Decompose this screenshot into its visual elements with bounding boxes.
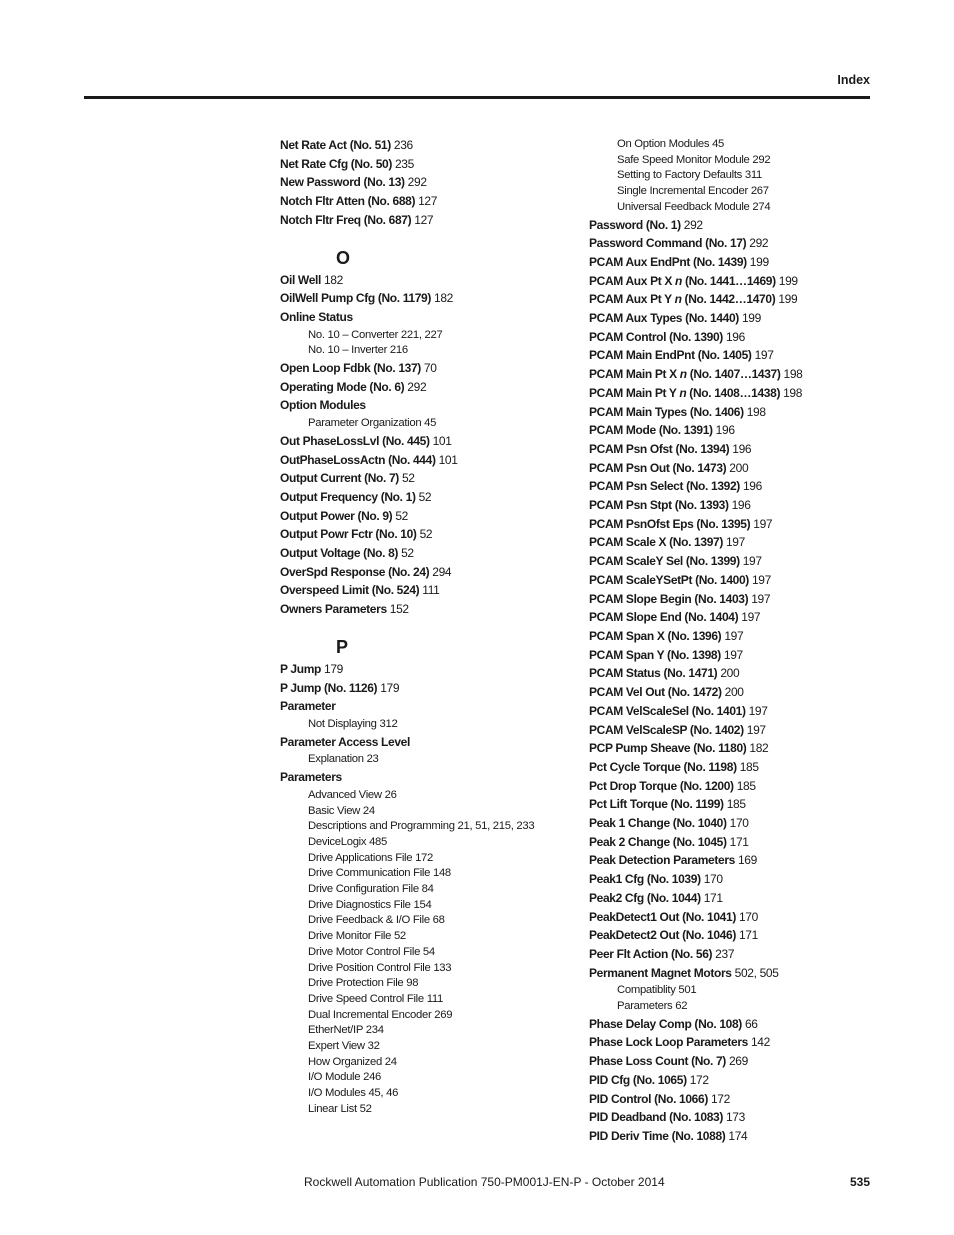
index-entry-term: PCAM Scale X (No. 1397) xyxy=(589,535,723,550)
index-entry xyxy=(280,768,580,787)
index-entry-term: OverSpd Response (No. 24) xyxy=(280,564,430,579)
term-variable: n xyxy=(679,367,687,382)
index-entry-term: Net Rate Act (No. 51) xyxy=(280,138,391,152)
index-entry xyxy=(280,211,580,230)
term-variable: n xyxy=(679,385,687,400)
index-subentry: I/O Module 246 xyxy=(308,1071,382,1084)
index-entry-term xyxy=(589,292,775,306)
index-entry-term: Peak1 Cfg (No. 1039) xyxy=(589,872,701,887)
index-entry-pages: 171 xyxy=(703,890,723,905)
index-entry xyxy=(280,308,580,327)
index-entry-pages: 292 xyxy=(749,236,769,251)
index-entry-pages: 197 xyxy=(753,516,773,531)
index-entry-pages: 199 xyxy=(749,254,769,269)
index-entry-term xyxy=(589,367,781,381)
index-entry-pages: 197 xyxy=(725,535,745,550)
index-column-right xyxy=(589,136,889,1146)
index-entry-term: Output Power (No. 9) xyxy=(280,508,393,523)
index-entry xyxy=(280,563,580,582)
index-subentry: Basic View 24 xyxy=(308,804,375,817)
index-entry xyxy=(280,378,580,397)
index-entry xyxy=(280,155,580,174)
index-subentry: Not Displaying 312 xyxy=(308,717,398,730)
index-subentry: Drive Feedback & I/O File 68 xyxy=(308,914,445,927)
index-entry-pages: 197 xyxy=(751,591,771,606)
index-entry xyxy=(589,889,889,908)
index-entry xyxy=(589,926,889,945)
index-entry xyxy=(589,1071,889,1090)
index-entry-term: Phase Delay Comp (No. 108) xyxy=(589,1016,742,1031)
term-part: (No. 1408…1438) xyxy=(686,385,781,400)
index-entry-term: PeakDetect1 Out (No. 1041) xyxy=(589,909,736,924)
index-entry-pages: 196 xyxy=(732,441,752,456)
index-entry-term: PCAM Psn Stpt (No. 1393) xyxy=(589,498,729,513)
index-entry-pages: 52 xyxy=(419,527,433,542)
index-entry xyxy=(280,271,580,290)
index-entry xyxy=(589,365,889,384)
index-entry xyxy=(280,396,580,415)
index-entry-pages: 182 xyxy=(434,291,453,306)
index-entry xyxy=(589,403,889,422)
index-entry-term xyxy=(589,274,776,288)
index-entry-pages: 200 xyxy=(729,460,749,475)
index-entry-term: PCAM Aux EndPnt (No. 1439) xyxy=(589,254,747,269)
index-entry xyxy=(589,851,889,870)
index-entry xyxy=(280,469,580,488)
index-entry-pages: 292 xyxy=(683,217,703,232)
index-entry-term: Oil Well xyxy=(280,272,321,287)
index-entry-term: PCAM VelScaleSel (No. 1401) xyxy=(589,703,746,718)
index-entry xyxy=(280,733,580,752)
index-entry-term: PeakDetect2 Out (No. 1046) xyxy=(589,928,736,943)
index-entry-pages: 199 xyxy=(741,311,761,326)
index-entry xyxy=(589,590,889,609)
index-entry-term: PID Deadband (No. 1083) xyxy=(589,1110,723,1125)
index-entry-pages: 174 xyxy=(728,1128,748,1143)
index-entry xyxy=(589,795,889,814)
index-entry xyxy=(280,192,580,211)
index-entry xyxy=(589,1090,889,1109)
index-entry-term: PCAM Slope Begin (No. 1403) xyxy=(589,591,749,606)
index-subentry: Compatiblity 501 xyxy=(617,984,697,997)
index-entry xyxy=(589,328,889,347)
index-entry-pages: 142 xyxy=(750,1035,770,1050)
index-entry-pages: 196 xyxy=(715,423,735,438)
index-subentry: Descriptions and Programming 21, 51, 215, 233 xyxy=(308,820,535,833)
index-entry-pages: 101 xyxy=(432,433,452,448)
term-part: PCAM Aux Pt X xyxy=(589,273,675,288)
index-entry-pages: 197 xyxy=(742,554,762,569)
index-entry-pages: 292 xyxy=(407,379,427,394)
index-entry-pages: 66 xyxy=(744,1016,758,1031)
index-entry-term: Output Frequency (No. 1) xyxy=(280,489,416,504)
index-entry xyxy=(280,600,580,619)
index-entry-pages: 70 xyxy=(423,361,437,376)
index-entry-pages: 198 xyxy=(783,367,803,382)
index-entry xyxy=(589,964,889,983)
index-entry-pages: 237 xyxy=(715,946,735,961)
index-entry-term: Peer Flt Action (No. 56) xyxy=(589,946,713,961)
index-subentry: Dual Incremental Encoder 269 xyxy=(308,1008,453,1021)
index-entry-term: Peak 2 Change (No. 1045) xyxy=(589,834,727,849)
index-entry-pages: 169 xyxy=(737,853,757,868)
index-subentry: Drive Applications File 172 xyxy=(308,851,434,864)
index-entry xyxy=(589,1015,889,1034)
index-subentry: Drive Speed Control File 111 xyxy=(308,992,443,1005)
index-entry xyxy=(589,702,889,721)
index-entry-pages: 198 xyxy=(746,404,766,419)
index-entry-pages: 197 xyxy=(741,610,761,625)
index-entry-term: PCAM ScaleYSetPt (No. 1400) xyxy=(589,572,749,587)
index-entry-pages: 182 xyxy=(749,741,769,756)
index-entry-term: Parameter xyxy=(280,699,336,714)
index-entry-pages: 199 xyxy=(778,273,798,288)
index-entry-term: Out PhaseLossLvl (No. 445) xyxy=(280,433,430,448)
index-entry-term: Pct Cycle Torque (No. 1198) xyxy=(589,759,737,774)
index-entry-term: P Jump (No. 1126) xyxy=(280,680,378,695)
term-part: PCAM Main Pt X xyxy=(589,367,680,382)
index-column-left xyxy=(280,136,580,1118)
index-subentry: Single Incremental Encoder 267 xyxy=(617,185,769,198)
index-entry xyxy=(589,515,889,534)
index-entry-pages: 197 xyxy=(723,647,743,662)
index-entry xyxy=(589,216,889,235)
index-entry xyxy=(589,421,889,440)
index-entry-term: PCAM Vel Out (No. 1472) xyxy=(589,685,722,700)
index-entry-term: Password (No. 1) xyxy=(589,217,681,232)
index-entry xyxy=(589,1033,889,1052)
index-subentry: On Option Modules 45 xyxy=(617,138,725,150)
index-entry xyxy=(589,945,889,964)
index-entry-term: Notch Fltr Freq (No. 687) xyxy=(280,212,412,227)
index-entry xyxy=(280,173,580,192)
index-entry-pages: 502, 505 xyxy=(734,965,779,980)
index-entry xyxy=(589,290,889,309)
index-entry-pages: 199 xyxy=(778,292,798,307)
index-subentry: Drive Diagnostics File 154 xyxy=(308,898,432,911)
index-entry xyxy=(589,384,889,403)
index-entry xyxy=(589,627,889,646)
index-entry-pages: 197 xyxy=(724,628,744,643)
index-entry xyxy=(589,272,889,291)
index-entry-term: New Password (No. 13) xyxy=(280,175,405,190)
index-entry-term: PCAM PsnOfst Eps (No. 1395) xyxy=(589,516,751,531)
index-section-letter: O xyxy=(336,247,351,268)
index-entry-pages: 170 xyxy=(703,872,723,887)
index-entry xyxy=(589,309,889,328)
index-entry-pages: 185 xyxy=(736,778,756,793)
index-entry xyxy=(589,253,889,272)
index-entry-term: Pct Drop Torque (No. 1200) xyxy=(589,778,734,793)
index-entry xyxy=(280,507,580,526)
index-entry-pages: 52 xyxy=(418,489,432,504)
term-part: (No. 1442…1470) xyxy=(681,292,776,307)
index-entry xyxy=(589,758,889,777)
index-entry-pages: 52 xyxy=(395,508,408,523)
index-entry xyxy=(589,571,889,590)
index-entry xyxy=(589,1052,889,1071)
term-part: (No. 1441…1469) xyxy=(681,273,776,288)
index-entry-term: PCP Pump Sheave (No. 1180) xyxy=(589,741,747,756)
index-entry-term: PCAM Aux Types (No. 1440) xyxy=(589,311,739,326)
index-entry-pages: 173 xyxy=(725,1110,745,1125)
index-entry xyxy=(589,683,889,702)
index-entry-term: Output Current (No. 7) xyxy=(280,471,399,486)
index-entry-pages: 185 xyxy=(739,759,759,774)
index-subentry: Advanced View 26 xyxy=(308,788,397,801)
index-entry xyxy=(280,359,580,378)
index-entry-term: Peak 1 Change (No. 1040) xyxy=(589,816,727,831)
index-subentry: No. 10 – Converter 221, 227 xyxy=(308,328,443,341)
index-entry-term: Option Modules xyxy=(280,398,366,413)
index-entry-pages: 197 xyxy=(748,703,768,718)
index-entry-pages: 200 xyxy=(724,685,744,700)
index-entry-term: OilWell Pump Cfg (No. 1179) xyxy=(280,291,432,306)
index-entry-pages: 196 xyxy=(742,479,762,494)
index-entry-pages: 294 xyxy=(432,564,452,579)
index-entry xyxy=(589,346,889,365)
index-entry-term: Overspeed Limit (No. 524) xyxy=(280,583,420,598)
index-entry-term: Operating Mode (No. 6) xyxy=(280,379,405,394)
index-entry-pages: 111 xyxy=(422,583,440,598)
index-entry xyxy=(589,496,889,515)
index-entry-term: Parameter Access Level xyxy=(280,734,410,749)
index-entry-pages: 179 xyxy=(324,661,343,676)
term-variable: n xyxy=(674,292,682,307)
index-entry-term: Notch Fltr Atten (No. 688) xyxy=(280,194,416,209)
index-entry-term: Peak Detection Parameters xyxy=(589,853,735,868)
index-entry-term: Phase Loss Count (No. 7) xyxy=(589,1054,726,1069)
index-entry xyxy=(589,533,889,552)
index-entry xyxy=(589,477,889,496)
index-entry-term: PCAM Status (No. 1471) xyxy=(589,666,718,681)
index-entry xyxy=(280,525,580,544)
index-entry xyxy=(280,660,580,679)
header-rule xyxy=(84,96,870,99)
index-entry-term: Owners Parameters xyxy=(280,602,387,617)
index-entry-pages: 152 xyxy=(389,602,409,617)
index-entry-pages: 197 xyxy=(751,572,771,587)
index-subentry: Explanation 23 xyxy=(308,753,379,766)
index-entry-pages: 269 xyxy=(728,1054,748,1069)
index-subentry: Drive Position Control File 133 xyxy=(308,961,452,974)
index-entry-pages: 197 xyxy=(754,348,774,363)
running-header-label: Index xyxy=(837,73,870,87)
index-subentry: Drive Communication File 148 xyxy=(308,867,451,880)
index-entry xyxy=(589,833,889,852)
index-entry-term: Peak2 Cfg (No. 1044) xyxy=(589,890,701,905)
index-entry xyxy=(280,488,580,507)
index-entry-pages: 292 xyxy=(407,175,427,190)
index-entry-pages: 127 xyxy=(418,194,438,209)
index-entry xyxy=(280,544,580,563)
index-entry-term: PID Cfg (No. 1065) xyxy=(589,1072,687,1087)
index-entry-term: PCAM Span X (No. 1396) xyxy=(589,628,722,643)
index-subentry: Safe Speed Monitor Module 292 xyxy=(617,153,771,166)
index-entry xyxy=(589,664,889,683)
index-subentry: EtherNet/IP 234 xyxy=(308,1024,384,1037)
index-entry-term: Net Rate Cfg (No. 50) xyxy=(280,156,392,171)
term-part: PCAM Main Pt Y xyxy=(589,385,680,400)
index-entry-pages: 170 xyxy=(738,909,758,924)
index-subentry: How Organized 24 xyxy=(308,1055,397,1068)
index-subentry: Drive Motor Control File 54 xyxy=(308,945,435,958)
index-entry-pages: 52 xyxy=(401,546,414,561)
index-entry-term: PCAM Span Y (No. 1398) xyxy=(589,647,721,662)
index-subentry: No. 10 – Inverter 216 xyxy=(308,344,408,357)
index-entry-pages: 172 xyxy=(689,1072,709,1087)
index-entry-term: PCAM Psn Select (No. 1392) xyxy=(589,479,740,494)
index-entry-term: Online Status xyxy=(280,309,353,324)
index-entry-term: P Jump xyxy=(280,661,322,676)
index-entry-term: PCAM Psn Out (No. 1473) xyxy=(589,460,727,475)
index-entry xyxy=(589,739,889,758)
index-entry-pages: 236 xyxy=(393,138,413,152)
index-entry-pages: 196 xyxy=(731,498,751,513)
index-entry-term: PID Deriv Time (No. 1088) xyxy=(589,1128,726,1143)
index-entry-pages: 172 xyxy=(710,1091,730,1106)
index-entry-pages: 52 xyxy=(401,471,415,486)
index-entry xyxy=(589,870,889,889)
index-subentry: Drive Configuration File 84 xyxy=(308,883,434,896)
index-subentry: Universal Feedback Module 274 xyxy=(617,200,771,213)
index-entry-term: Output Voltage (No. 8) xyxy=(280,546,399,561)
index-entry xyxy=(280,679,580,698)
index-entry xyxy=(280,136,580,155)
index-entry xyxy=(589,1127,889,1146)
index-entry-term: Password Command (No. 17) xyxy=(589,236,747,251)
index-entry-term: Phase Lock Loop Parameters xyxy=(589,1035,748,1050)
index-subentry: Expert View 32 xyxy=(308,1040,380,1053)
index-entry-pages: 101 xyxy=(438,452,458,467)
index-entry xyxy=(589,552,889,571)
index-section-letter: P xyxy=(336,636,349,657)
term-variable: n xyxy=(675,273,682,288)
index-entry-pages: 171 xyxy=(738,928,758,943)
index-entry-term: Pct Lift Torque (No. 1199) xyxy=(589,797,724,812)
index-entry-pages: 198 xyxy=(783,385,803,400)
term-part: PCAM Aux Pt Y xyxy=(589,292,675,307)
index-entry xyxy=(589,777,889,796)
index-entry-term: PCAM Control (No. 1390) xyxy=(589,329,723,344)
index-subentry: Drive Protection File 98 xyxy=(308,977,419,990)
index-entry xyxy=(280,432,580,451)
index-entry-term: PCAM Main EndPnt (No. 1405) xyxy=(589,348,752,363)
index-entry xyxy=(589,721,889,740)
index-subentry: I/O Modules 45, 46 xyxy=(308,1087,399,1100)
index-entry-term: PCAM Slope End (No. 1404) xyxy=(589,610,739,625)
index-entry xyxy=(589,608,889,627)
index-subentry: DeviceLogix 485 xyxy=(308,835,388,848)
page-number: 535 xyxy=(849,1175,870,1189)
index-entry-term: PCAM Mode (No. 1391) xyxy=(589,423,713,438)
index-entry xyxy=(589,440,889,459)
index-entry xyxy=(280,581,580,600)
index-subentry: Parameter Organization 45 xyxy=(308,417,437,430)
index-entry-pages: 197 xyxy=(746,722,766,737)
index-entry xyxy=(589,908,889,927)
index-subentry: Drive Monitor File 52 xyxy=(308,930,406,943)
index-entry-term: Permanent Magnet Motors xyxy=(589,965,732,980)
index-entry-pages: 196 xyxy=(725,329,745,344)
index-entry xyxy=(589,814,889,833)
index-entry xyxy=(589,234,889,253)
index-entry-term xyxy=(589,386,780,400)
term-part: (No. 1407…1437) xyxy=(686,367,781,382)
index-entry-pages: 182 xyxy=(323,272,343,287)
index-entry-pages: 235 xyxy=(394,156,414,171)
index-entry-term: OutPhaseLossActn (No. 444) xyxy=(280,452,436,467)
index-entry-pages: 179 xyxy=(380,680,400,695)
index-entry xyxy=(589,459,889,478)
index-entry xyxy=(280,451,580,470)
index-entry-pages: 170 xyxy=(729,816,749,831)
index-entry xyxy=(589,646,889,665)
footer-publication: Rockwell Automation Publication 750-PM001J-EN-P - October 2014 xyxy=(304,1175,665,1189)
index-entry xyxy=(589,1108,889,1127)
index-entry xyxy=(280,697,580,716)
index-entry-pages: 185 xyxy=(726,797,746,812)
index-entry-term: PCAM VelScaleSP (No. 1402) xyxy=(589,722,744,737)
index-entry-term: PCAM Psn Ofst (No. 1394) xyxy=(589,441,730,456)
index-entry-term: PID Control (No. 1066) xyxy=(589,1091,708,1106)
index-entry-pages: 171 xyxy=(729,834,749,849)
index-subentry: Linear List 52 xyxy=(308,1102,372,1115)
index-entry-term: PCAM ScaleY Sel (No. 1399) xyxy=(589,554,740,569)
index-entry xyxy=(280,289,580,308)
index-subentry: Setting to Factory Defaults 311 xyxy=(617,169,762,182)
index-entry-pages: 200 xyxy=(720,666,740,681)
index-subentry: Parameters 62 xyxy=(617,1000,688,1013)
index-entry-term: Parameters xyxy=(280,770,342,785)
index-entry-term: Open Loop Fdbk (No. 137) xyxy=(280,361,421,376)
index-entry-term: PCAM Main Types (No. 1406) xyxy=(589,404,744,419)
index-entry-term: Output Powr Fctr (No. 10) xyxy=(280,527,417,542)
index-entry-pages: 127 xyxy=(414,212,434,227)
